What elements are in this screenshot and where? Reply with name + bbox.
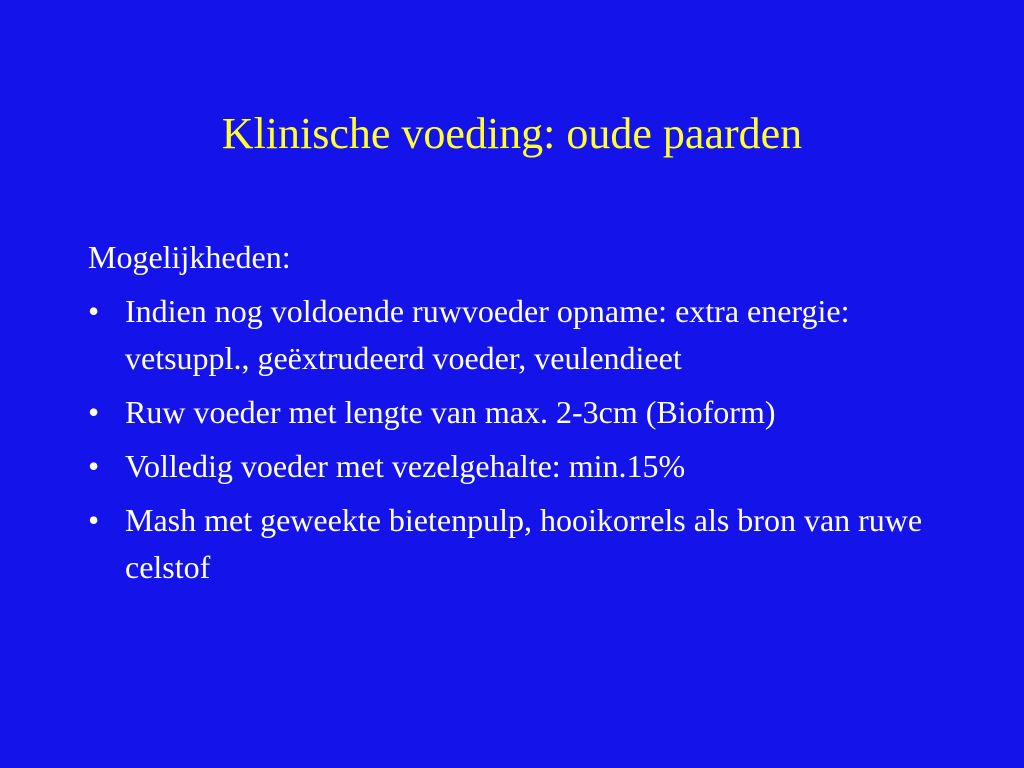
bullet-icon: • — [88, 502, 100, 538]
slide-title: Klinische voeding: oude paarden — [221, 109, 803, 158]
slide-body — [88, 234, 968, 598]
bullet-item — [88, 389, 968, 436]
intro-text: Mogelijkheden: — [88, 239, 291, 275]
bullet-text: Volledig voeder met vezelgehalte: min.15% — [125, 448, 686, 484]
bullet-icon: • — [88, 448, 100, 484]
bullet-item — [88, 497, 968, 591]
bullet-icon: • — [88, 293, 100, 329]
bullet-text: Ruw voeder met lengte van max. 2-3cm (Bioform) — [125, 394, 776, 430]
bullet-text: Indien nog voldoende ruwvoeder opname: extra energie: vetsuppl., geëxtrudeerd voeder, veulendieet — [125, 293, 850, 376]
bullet-list — [88, 288, 968, 591]
bullet-item — [88, 288, 968, 382]
bullet-text: Mash met geweekte bietenpulp, hooikorrels als bron van ruwe celstof — [125, 502, 923, 585]
bullet-item — [88, 443, 968, 490]
bullet-icon: • — [88, 394, 100, 430]
